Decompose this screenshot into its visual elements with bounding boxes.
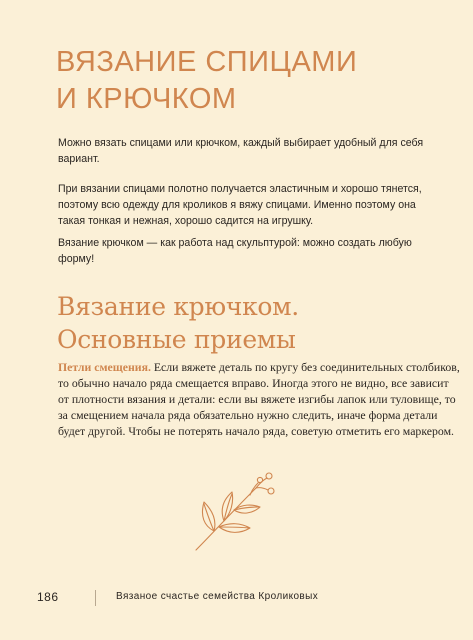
section-title-line-1: Вязание крючком. xyxy=(57,292,299,321)
chapter-title xyxy=(56,44,456,118)
chapter-title-line-2: И КРЮЧКОМ xyxy=(56,83,237,115)
knitting-paragraph: При вязании спицами полотно получается эластичным и хорошо тянется, поэтому всю одежду для кроликов я вяжу спицами. Именно поэтому она такая тонкая и нежная, хорошо садится на игрушку. xyxy=(58,183,422,227)
tip-text: Если вяжете деталь по кругу без соединительных столбиков, то обычно начало ряда смещается вправо. Иногда этого не видно, все зависит от плотности вязания и детали: если вы вяжете изгибы лапок или туловище, то за смещением начала ряда обязательно нужно следить, иначе форма детали будет другой. Чтобы не потерять начало ряда, советую отметить его маркером. xyxy=(58,360,460,438)
footer-divider xyxy=(95,590,96,606)
intro-paragraph: Можно вязать спицами или крючком, каждый выбирает удобный для себя вариант. xyxy=(58,137,424,165)
page-number: 186 xyxy=(37,590,59,604)
section-title-line-2: Основные приемы xyxy=(57,325,296,354)
chapter-title-line-1: ВЯЗАНИЕ СПИЦАМИ xyxy=(56,46,358,78)
page-footer xyxy=(0,590,473,614)
running-title: Вязаное счастье семейства Кроликовых xyxy=(116,591,319,602)
tip-lead: Петли смещения. xyxy=(58,360,151,374)
crochet-paragraph: Вязание крючком — как работа над скульптурой: можно создать любую форму! xyxy=(58,237,412,265)
section-title xyxy=(57,290,457,356)
tip-paragraph xyxy=(58,359,460,439)
leaf-branch-icon xyxy=(190,466,280,556)
